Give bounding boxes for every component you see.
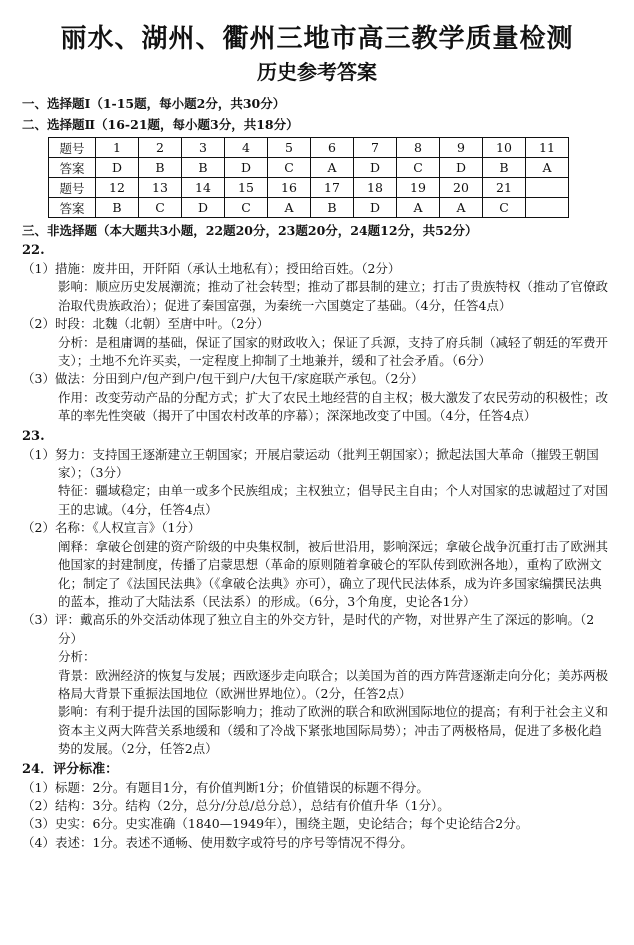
table-cell: 1 bbox=[96, 138, 139, 158]
q24-criterion-facts: （3）史实：6分。史实准确（1840—1949年），围绕主题，史论结合；每个史论结合2分。 bbox=[22, 816, 529, 832]
table-cell: D bbox=[225, 158, 268, 178]
table-cell: 17 bbox=[311, 178, 354, 198]
q23-part1-features: 特征：疆域稳定；由单一或多个民族组成；主权独立；倡导民主自由；个人对国家的忠诚超过了对国王的忠诚。（4分，任答4点） bbox=[58, 483, 609, 517]
table-cell: 2 bbox=[139, 138, 182, 158]
table-cell: C bbox=[483, 198, 526, 218]
table-cell: 3 bbox=[182, 138, 225, 158]
table-cell: 8 bbox=[397, 138, 440, 158]
table-row bbox=[49, 138, 569, 158]
table-cell: 答案 bbox=[49, 198, 96, 218]
answer-table bbox=[48, 137, 569, 218]
q23-part3-evaluation: （3）评：戴高乐的外交活动体现了独立自主的外交方针，是时代的产物，对世界产生了深远的影响。（2分） bbox=[22, 612, 595, 646]
table-cell: A bbox=[440, 198, 483, 218]
table-cell: 18 bbox=[354, 178, 397, 198]
table-cell: 12 bbox=[96, 178, 139, 198]
table-cell: A bbox=[268, 198, 311, 218]
table-cell: A bbox=[526, 158, 569, 178]
table-cell: C bbox=[139, 198, 182, 218]
table-cell: C bbox=[225, 198, 268, 218]
table-cell: D bbox=[354, 158, 397, 178]
q22-part1-measures: （1）措施：废井田，开阡陌（承认土地私有）；授田给百姓。（2分） bbox=[22, 261, 401, 276]
table-cell: D bbox=[440, 158, 483, 178]
q23-part2-explanation: 阐释：拿破仑创建的资产阶级的中央集权制，被后世沿用，影响深远；拿破仑战争沉重打击了欧洲其他国家的封建制度，传播了启蒙思想（革命的原则随着拿破仑的军队传到欧洲各地），重构了欧洲文化；制定了《法国民法典》（《拿破仑法典》亦可），确立了现代民法体系，成为许多国家编撰民法典的蓝本，推动了大陆法系（民法系）的形成。（6分，3个角度，史论各1分） bbox=[58, 538, 609, 609]
table-row bbox=[49, 178, 569, 198]
q23-part3-analysis-label: 分析： bbox=[58, 649, 96, 665]
section-2-heading: 二、选择题Ⅱ（16-21题，每小题3分，共18分） bbox=[22, 117, 299, 132]
table-cell: C bbox=[397, 158, 440, 178]
table-cell: A bbox=[311, 158, 354, 178]
table-cell: 7 bbox=[354, 138, 397, 158]
table-cell: B bbox=[311, 198, 354, 218]
table-cell: 9 bbox=[440, 138, 483, 158]
table-cell: 题号 bbox=[49, 138, 96, 158]
q22-part2-analysis: 分析：是租庸调的基础，保证了国家的财政收入；保证了兵源，支持了府兵制（减轻了朝廷的军费开支）；土地不允许买卖，一定程度上抑制了土地兼并，缓和了社会矛盾。（6分） bbox=[58, 334, 609, 369]
table-cell: D bbox=[354, 198, 397, 218]
q23-part3-background: 背景：欧洲经济的恢复与发展；西欧逐步走向联合；以美国为首的西方阵营逐渐走向分化；美苏两极格局大背景下重振法国地位（欧洲世界地位）。（2分，任答2点） bbox=[58, 667, 609, 701]
q22-part3-method: （3）做法：分田到户/包产到户/包干到户/大包干/家庭联产承包。（2分） bbox=[22, 371, 424, 387]
table-row bbox=[49, 158, 569, 178]
q23-part2-name: （2）名称：《人权宣言》（1分） bbox=[22, 520, 201, 536]
question-23-number: 23. bbox=[22, 428, 45, 444]
q24-criterion-structure: （2）结构：3分。结构（2分，总分/分总/总分总），总结有价值升华（1分）。 bbox=[22, 797, 450, 813]
q24-criterion-title: （1）标题：2分。有题目1分，有价值判断1分；价值错误的标题不得分。 bbox=[22, 779, 429, 795]
table-cell: 21 bbox=[483, 178, 526, 198]
table-cell: 11 bbox=[526, 138, 569, 158]
doc-subtitle: 历史参考答案 bbox=[257, 60, 377, 84]
q24-criterion-expression: （4）表述：1分。表述不通畅、使用数字或符号的序号等情况不得分。 bbox=[22, 834, 413, 850]
table-cell: A bbox=[397, 198, 440, 218]
table-cell: 5 bbox=[268, 138, 311, 158]
q22-part3-effect: 作用：改变劳动产品的分配方式；扩大了农民土地经营的自主权；极大激发了农民劳动的积极性；改革的率先性突破（揭开了中国农村改革的序幕）；深深地改变了中国。（4分，任答4点） bbox=[58, 389, 609, 424]
table-cell: 15 bbox=[225, 178, 268, 198]
table-cell: 19 bbox=[397, 178, 440, 198]
table-cell: 题号 bbox=[49, 178, 96, 198]
doc-title: 丽水、湖州、衢州三地市高三教学质量检测 bbox=[60, 24, 574, 54]
table-cell: 16 bbox=[268, 178, 311, 198]
table-cell: B bbox=[182, 158, 225, 178]
table-cell: B bbox=[139, 158, 182, 178]
q23-part3-impact: 影响：有利于提升法国的国际影响力；推动了欧洲的联合和欧洲国际地位的提高；有利于社会主义和资本主义两大阵营关系地缓和（缓和了冷战下紧张地国际局势）；冲击了两极格局，促进了多极化趋势的发展。（2分，任答2点） bbox=[58, 704, 609, 757]
table-cell: 答案 bbox=[49, 158, 96, 178]
table-cell bbox=[526, 178, 569, 198]
q23-part1-efforts: （1）努力：支持国王逐渐建立王朝国家；开展启蒙运动（批判王朝国家）；掀起法国大革命（摧毁王朝国家）；（3分） bbox=[22, 446, 599, 481]
table-cell: B bbox=[96, 198, 139, 218]
table-cell: 4 bbox=[225, 138, 268, 158]
table-cell bbox=[526, 198, 569, 218]
q22-part2-period: （2）时段：北魏（北朝）至唐中叶。（2分） bbox=[22, 316, 270, 332]
table-cell: 13 bbox=[139, 178, 182, 198]
table-row bbox=[49, 198, 569, 218]
table-cell: C bbox=[268, 158, 311, 178]
table-cell: 6 bbox=[311, 138, 354, 158]
question-22-number: 22. bbox=[22, 243, 45, 258]
q22-part1-impact: 影响：顺应历史发展潮流；推动了社会转型；推动了郡县制的建立；打击了贵族特权（推动了官僚政治取代贵族政治）；促进了秦国富强，为秦统一六国奠定了基础。（4分，任答4点） bbox=[58, 279, 609, 313]
section-3-heading: 三、非选择题（本大题共3小题，22题20分，23题20分，24题12分，共52分） bbox=[22, 223, 478, 238]
section-1-heading: 一、选择题Ⅰ（1-15题，每小题2分，共30分） bbox=[22, 96, 286, 111]
table-cell: D bbox=[182, 198, 225, 218]
table-cell: D bbox=[96, 158, 139, 178]
question-24-heading: 24．评分标准： bbox=[22, 761, 119, 777]
table-cell: B bbox=[483, 158, 526, 178]
table-cell: 10 bbox=[483, 138, 526, 158]
table-cell: 20 bbox=[440, 178, 483, 198]
table-cell: 14 bbox=[182, 178, 225, 198]
